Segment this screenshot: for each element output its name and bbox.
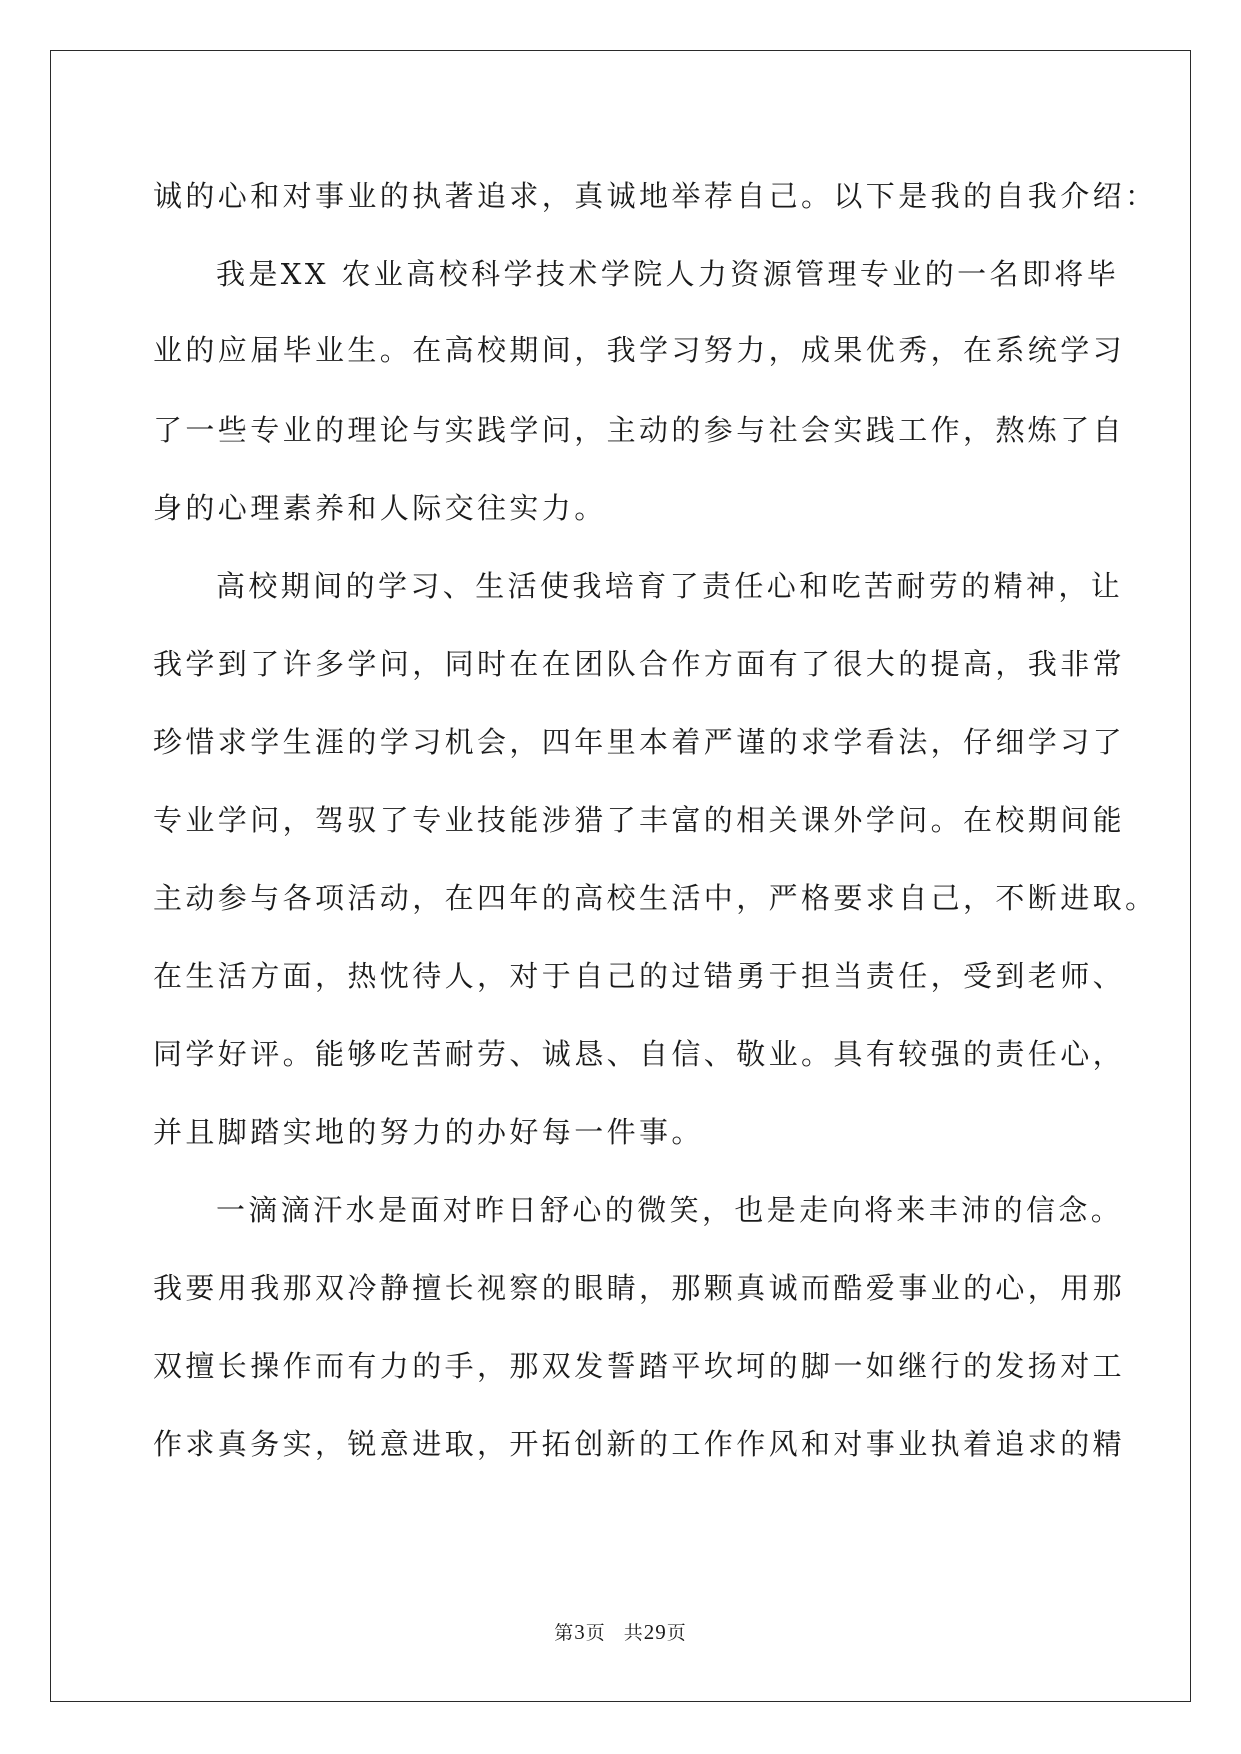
body-line: 专业学问，驾驭了专业技能涉猎了丰富的相关课外学问。在校期间能 <box>153 803 1126 837</box>
page-unit: 页 <box>585 1622 606 1644</box>
page-number: 3 <box>574 1620 586 1644</box>
paragraph-first-line: 我是XX 农业高校科学技术学院人力资源管理专业的一名即将毕 <box>216 257 1120 291</box>
paragraph-first-line: 高校期间的学习、生活使我培育了责任心和吃苦耐劳的精神，让 <box>216 569 1124 603</box>
total-unit: 页 <box>666 1622 687 1644</box>
page-prefix: 第 <box>554 1622 575 1644</box>
body-line: 双擅长操作而有力的手，那双发誓踏平坎坷的脚一如继行的发扬对工 <box>153 1349 1126 1383</box>
body-line: 业的应届毕业生。在高校期间，我学习努力，成果优秀，在系统学习 <box>153 333 1126 367</box>
total-pages: 29 <box>643 1620 667 1644</box>
body-line: 主动参与各项活动，在四年的高校生活中，严格要求自己，不断进取。 <box>153 881 1158 915</box>
body-line: 我要用我那双冷静擅长视察的眼睛，那颗真诚而酷爱事业的心，用那 <box>153 1271 1126 1305</box>
body-line: 同学好评。能够吃苦耐劳、诚恳、自信、敬业。具有较强的责任心， <box>153 1037 1126 1071</box>
page-footer <box>0 1620 1241 1645</box>
body-line: 在生活方面，热忱待人，对于自己的过错勇于担当责任，受到老师、 <box>153 959 1126 993</box>
body-line: 珍惜求学生涯的学习机会，四年里本着严谨的求学看法，仔细学习了 <box>153 725 1126 759</box>
body-line: 并且脚踏实地的努力的办好每一件事。 <box>153 1115 704 1149</box>
body-line: 了一些专业的理论与实践学问，主动的参与社会实践工作，熬炼了自 <box>153 413 1126 447</box>
body-line: 诚的心和对事业的执著追求，真诚地举荐自己。以下是我的自我介绍： <box>153 179 1158 213</box>
total-prefix: 共 <box>623 1622 644 1644</box>
body-line: 身的心理素养和人际交往实力。 <box>153 491 607 525</box>
paragraph-first-line: 一滴滴汗水是面对昨日舒心的微笑，也是走向将来丰沛的信念。 <box>216 1193 1124 1227</box>
body-line: 作求真务实，锐意进取，开拓创新的工作作风和对事业执着追求的精 <box>153 1427 1126 1461</box>
body-line: 我学到了许多学问，同时在在团队合作方面有了很大的提高，我非常 <box>153 647 1126 681</box>
